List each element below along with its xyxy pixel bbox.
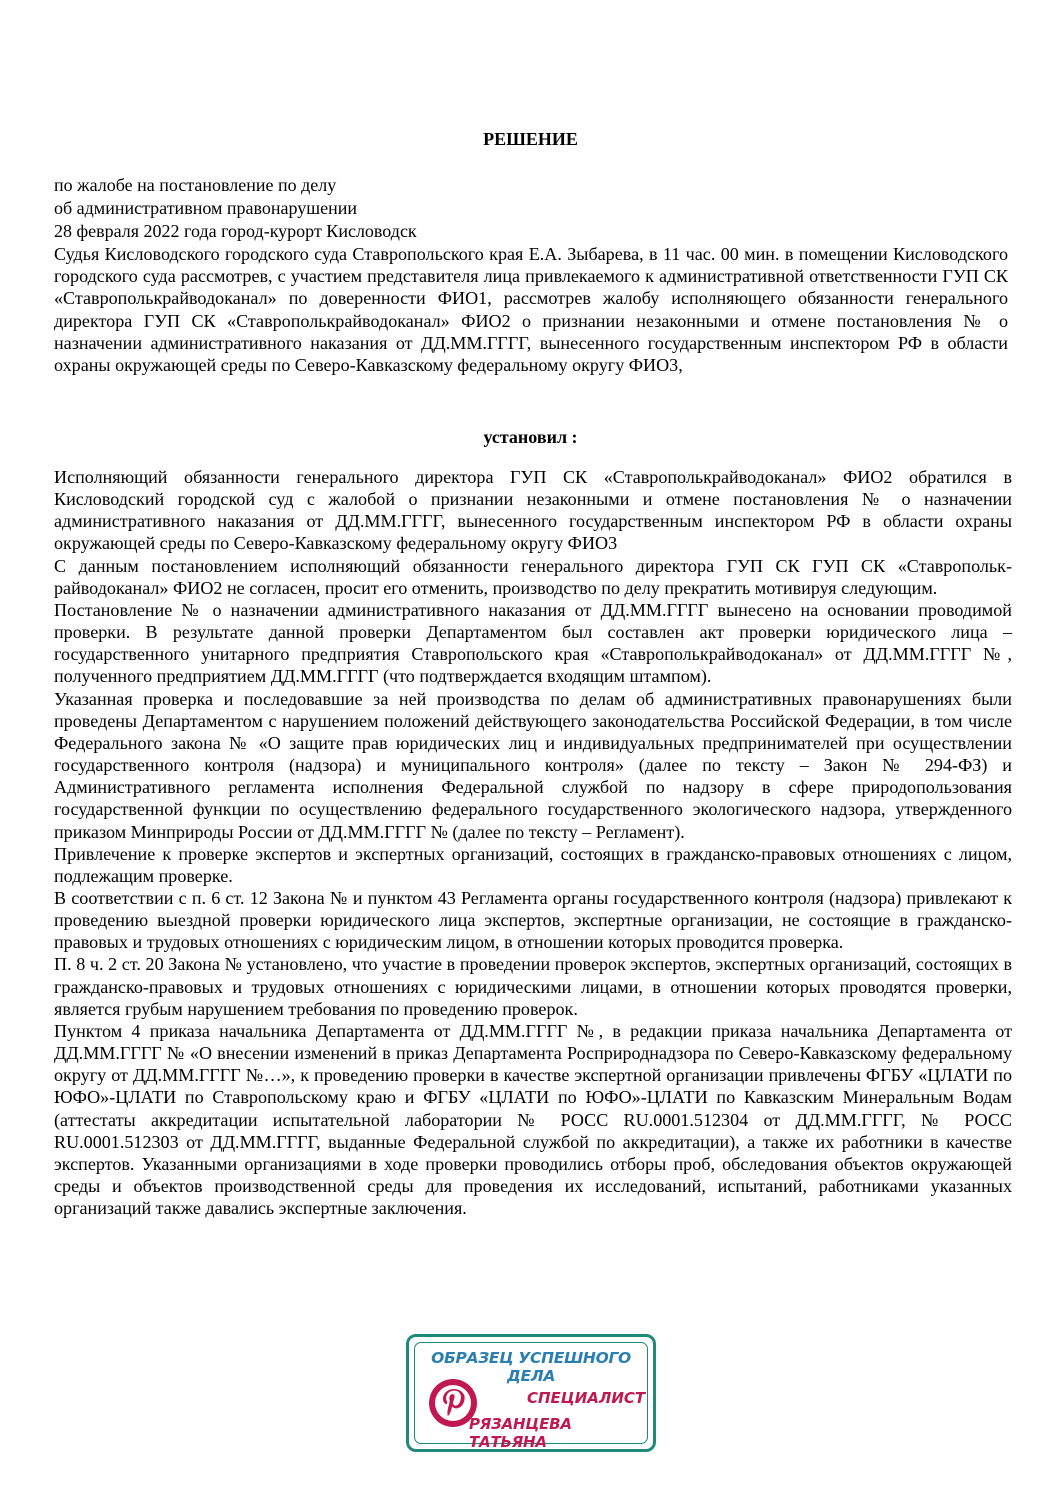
body-paragraph: Указанная проверка и последовавшие за ней производства по делам об административных правонарушениях были проведены Департаментом с нарушением положений действующего законодательства Российской Федерации, в том числе Федерального закона № «О защите прав юридических лиц и индивидуальных предпринимателей при осуществлении государственного контроля (надзора) и муниципального контроля» (далее по тексту – Закон № 294-ФЗ) и Административного регламента исполнения Федеральной службой по надзору в сфере природопользования государственной функции по осуществлению федерального государственного экологического надзора, утвержденного приказом Минприроды России от ДД.ММ.ГГГГ № (далее по тексту – Регламент). [54,688,1012,842]
sample-stamp [406,1334,656,1452]
body-paragraph: Исполняющий обязанности генерального директора ГУП СК «Ставрополькрайводоканал» ФИО2 обратился в Кисловодский городской суд с жалобой о признании незаконными и отмене постановления № о назначении административного наказания от ДД.ММ.ГГГГ, вынесенного государственным инспектором РФ в области охраны окружающей среды по Северо-Кавказскому федеральному округу ФИО3 [54,467,1012,554]
document-title: РЕШЕНИЕ [483,129,578,149]
intro-line: по жалобе на постановление по делу [54,175,337,195]
body-paragraph: В соответствии с п. 6 ст. 12 Закона № и пунктом 43 Регламента органы государственного контроля (надзора) привлекают к проведению выездной проверки юридического лица экспертов, экспертные организации, не состоящие в гражданско-правовых и трудовых отношениях с юридическим лицом, в отношении которых проводится проверка. [54,887,1012,953]
section-heading: установил : [483,427,578,447]
body-paragraph: Привлечение к проверке экспертов и экспертных организаций, состоящих в гражданско-правовых отношениях с лицом, подлежащим проверке. [54,843,1012,886]
body-paragraph: С данным постановлением исполняющий обязанности генерального директора ГУП СК ГУП СК «Ставрополькрайводоканал» ФИО2 не согласен, просит его отменить, производство по делу прекратить мотивируя следующим. [54,555,1012,598]
document-body [54,466,1012,1219]
stamp-title: ОБРАЗЕЦ УСПЕШНОГО ДЕЛА [431,1349,631,1385]
body-paragraph: Постановление № о назначении административного наказания от ДД.ММ.ГГГГ вынесено на основании проводимой проверки. В результате данной проверки Департаментом был составлен акт проверки юридического лица – государственного унитарного предприятия Ставропольского края «Ставрополькрайводоканал» от ДД.ММ.ГГГГ №, полученного предприятием ДД.ММ.ГГГГ (что подтверждается входящим штампом). [54,599,1012,687]
body-paragraph: Пунктом 4 приказа начальника Департамента от ДД.ММ.ГГГГ №, в редакции приказа начальника Департамента от ДД.ММ.ГГГГ № «О внесении изменений в приказ Департамента Росприроднадзора по Северо-Кавказскому федеральному округу от ДД.ММ.ГГГГ №…», к проведению проверки в качестве экспертной организации привлечены ФГБУ «ЦЛАТИ по ЮФО»-ЦЛАТИ по Ставропольскому краю и ФГБУ «ЦЛАТИ по ЮФО»-ЦЛАТИ по Кавказским Минеральным Водам (аттестаты аккредитации испытательной лаборатории № РОСС RU.0001.512304 от ДД.ММ.ГГГГ, № РОСС RU.0001.512303 от ДД.ММ.ГГГГ, выданные Федеральной службой по аккредитации), а также их работники в качестве экспертов. Указанными организациями в ходе проверки проводились отборы проб, обследования объектов окружающей среды и объектов производственной среды для проведения их исследований, испытаний, работниками указанных организаций также давались экспертные заключения. [54,1020,1012,1219]
document-intro [54,174,1008,376]
body-paragraph: П. 8 ч. 2 ст. 20 Закона № установлено, что участие в проведении проверок экспертов, экспертных организаций, состоящих в гражданско-правовых и трудовых отношениях с юридическими лицами, в отношении которых проводятся проверки, является грубым нарушением требования по проведению проверок. [54,954,1012,1019]
intro-paragraph: Судья Кисловодского городского суда Ставропольского края Е.А. Зыбарева, в 11 час. 00 мин. в помещении Кисловодского городского суда рассмотрев, с участием представителя лица привлекаемого к административной ответственности ГУП СК «Ставрополькрайводоканал» по доверенности ФИО1, рассмотрев жалобу исполняющего обязанности генерального директора ГУП СК «Ставрополькрайводоканал» ФИО2 о признании незаконными и отмене постановления № о назначении административного наказания от ДД.ММ.ГГГГ, вынесенного государственным инспектором РФ в области охраны окружающей среды по Северо-Кавказскому федеральному округу ФИО3, [54,244,1008,376]
intro-line: об административном правонарушении [54,198,358,218]
stamp-name: РЯЗАНЦЕВА ТАТЬЯНА [469,1415,572,1451]
stamp-subtitle: СПЕЦИАЛИСТ [527,1389,646,1407]
intro-line: 28 февраля 2022 года город-курорт Кисловодск [54,221,417,241]
